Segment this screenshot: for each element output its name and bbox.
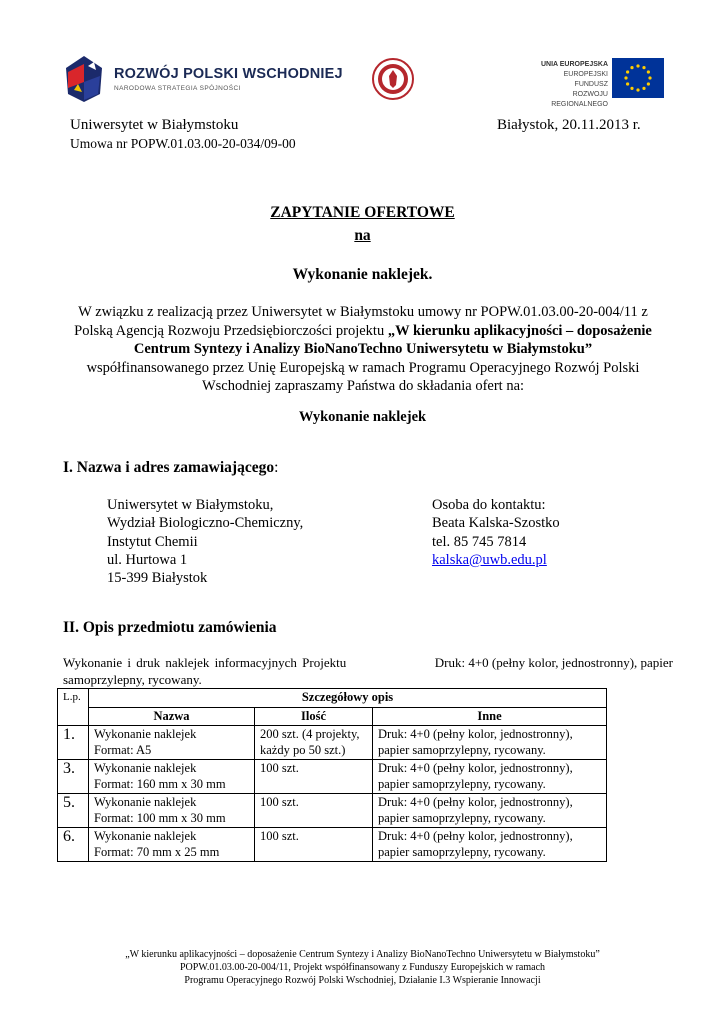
intro-line-2-text: Polską Agencją Rozwoju Przedsiębiorczości projektu (74, 322, 388, 339)
rpw-logo-name: ROZWÓJ POLSKI WSCHODNIEJ (114, 66, 343, 82)
description-line-1 (63, 654, 673, 671)
address-line: Instytut Chemii (107, 533, 198, 550)
document-title: ZAPYTANIE OFERTOWE (270, 204, 455, 221)
footer-line-2: POPW.01.03.00-20-004/11, Projekt współfinansowany z Funduszy Europejskich w ramach (179, 962, 546, 973)
row-number: 1. (58, 726, 89, 760)
row-qty-line: 200 szt. (4 projekty, (260, 727, 360, 741)
table-row (58, 760, 607, 794)
row-other-line: Druk: 4+0 (pełny kolor, jednostronny), (378, 727, 573, 741)
document-title-na: na (354, 227, 371, 244)
row-other-line: Druk: 4+0 (pełny kolor, jednostronny), (378, 761, 573, 775)
row-format: Format: 160 mm x 30 mm (94, 776, 226, 791)
eu-star-icon (636, 88, 639, 91)
row-other-line: papier samoprzylepny, rycowany. (378, 742, 546, 757)
table-header-row (58, 689, 607, 708)
footer-line-3: Programu Operacyjnego Rozwój Polski Wschodniej, Działanie I.3 Wspieranie Innowacji (184, 975, 541, 986)
project-name-part1: „W kierunku aplikacyjności – doposażenie (387, 322, 652, 339)
description-line-2: samoprzylepny, rycowany. (63, 672, 202, 687)
contact-phone: tel. 85 745 7814 (432, 533, 527, 550)
row-other-line: papier samoprzylepny, rycowany. (378, 810, 546, 825)
row-name (89, 828, 255, 862)
rpw-emblem-icon (64, 54, 104, 104)
row-name-line: Wykonanie naklejek (94, 829, 197, 843)
row-number: 6. (58, 828, 89, 862)
eu-erdf-logo (536, 58, 666, 108)
contract-number: Umowa nr POPW.01.03.00-20-034/09-00 (70, 136, 296, 151)
section-2-heading: II. Opis przedmiotu zamówienia (63, 619, 277, 636)
contact-name: Beata Kalska-Szostko (432, 515, 560, 532)
order-details-table (57, 688, 607, 862)
table-subheader-row (58, 707, 607, 726)
row-qty (255, 828, 373, 862)
place-date: Białystok, 20.11.2013 r. (497, 117, 641, 133)
description-part-a: Wykonanie i druk naklejek informacyjnych Projektu (63, 655, 347, 670)
row-other (373, 760, 607, 794)
eu-star-icon (647, 70, 650, 73)
row-qty-line: 100 szt. (260, 795, 299, 809)
table-row (58, 726, 607, 760)
details-group-header: Szczegółowy opis (89, 689, 607, 708)
rpw-logo-tagline: NARODOWA STRATEGIA SPÓJNOŚCI (114, 85, 241, 92)
project-name-part2: Centrum Syntezy i Analizy BioNanoTechno Uniwersytetu w Białymstoku” (133, 341, 593, 357)
row-format: Format: 70 mm x 25 mm (94, 844, 220, 859)
row-number: 5. (58, 794, 89, 828)
intro-line-2 (58, 322, 668, 341)
col-qty-header: Ilość (255, 707, 373, 726)
row-other-line: Druk: 4+0 (pełny kolor, jednostronny), (378, 829, 573, 843)
rozwoj-polski-wschodniej-logo (64, 54, 343, 110)
row-other (373, 794, 607, 828)
eu-logo-line3: ROZWOJU REGIONALNEGO (551, 91, 608, 108)
contact-block (432, 496, 560, 569)
eu-star-icon (636, 64, 639, 67)
col-other-header: Inne (373, 707, 607, 726)
row-qty-line: każdy po 50 szt.) (260, 742, 346, 757)
row-name (89, 794, 255, 828)
row-qty (255, 760, 373, 794)
address-line: 15-399 Białystok (107, 570, 208, 587)
address-line: ul. Hurtowa 1 (107, 551, 188, 568)
eu-star-icon (642, 66, 645, 69)
section-1-heading (63, 459, 278, 477)
eu-star-icon (626, 70, 629, 73)
row-other-line: Druk: 4+0 (pełny kolor, jednostronny), (378, 795, 573, 809)
col-name-header: Nazwa (89, 707, 255, 726)
page-footer (40, 948, 685, 987)
contact-email-link[interactable]: kalska@uwb.edu.pl (432, 551, 547, 568)
row-format: Format: A5 (94, 742, 152, 757)
row-name (89, 726, 255, 760)
row-format: Format: 100 mm x 30 mm (94, 810, 226, 825)
section-1-heading-text: I. Nazwa i adres zamawiającego (63, 459, 275, 476)
eu-star-icon (630, 87, 633, 90)
order-description (63, 654, 673, 688)
document-subject: Wykonanie naklejek. (292, 266, 433, 283)
row-other-line: papier samoprzylepny, rycowany. (378, 776, 546, 791)
row-qty (255, 726, 373, 760)
description-part-b: Druk: 4+0 (pełny kolor, jednostronny), papier (434, 655, 673, 670)
intro-line-3 (58, 340, 668, 359)
row-qty (255, 794, 373, 828)
lp-header: L.p. (58, 689, 89, 726)
buyer-address (107, 496, 303, 587)
intro-line-4: współfinansowanego przez Unię Europejską w ramach Programu Operacyjnego Rozwój Polski (86, 359, 640, 376)
intro-line-5: Wschodniej zapraszamy Państwa do składania ofert na: (201, 378, 525, 394)
address-line: Uniwersytet w Białymstoku, (107, 497, 274, 513)
row-number: 3. (58, 760, 89, 794)
row-other (373, 828, 607, 862)
table-row (58, 794, 607, 828)
eu-flag-icon (612, 58, 664, 98)
row-name-line: Wykonanie naklejek (94, 795, 197, 809)
footer-line-1: „W kierunku aplikacyjności – doposażenie Centrum Syntezy i Analizy BioNanoTechno Uniwersytetu w Białymstoku” (125, 949, 600, 960)
row-qty-line: 100 szt. (260, 761, 299, 775)
eu-star-icon (647, 82, 650, 85)
row-name-line: Wykonanie naklejek (94, 761, 197, 775)
contact-label: Osoba do kontaktu: (432, 497, 546, 513)
section-1-colon: : (274, 459, 279, 476)
eu-star-icon (642, 87, 645, 90)
row-other (373, 726, 607, 760)
eu-star-icon (648, 76, 651, 79)
address-line: Wydział Biologiczno-Chemiczny, (107, 515, 304, 532)
eu-star-icon (626, 82, 629, 85)
institution-name: Uniwersytet w Białymstoku (70, 117, 239, 133)
offer-item: Wykonanie naklejek (298, 409, 427, 425)
eu-star-icon (630, 66, 633, 69)
row-qty-line: 100 szt. (260, 829, 299, 843)
row-other-line: papier samoprzylepny, rycowany. (378, 844, 546, 859)
eu-logo-line1: UNIA EUROPEJSKA (540, 61, 608, 68)
row-name (89, 760, 255, 794)
row-name-line: Wykonanie naklejek (94, 727, 197, 741)
intro-line-1: W związku z realizacją przez Uniwersytet w Białymstoku umowy nr POPW.01.03.00-20-004/11 z (78, 304, 648, 320)
university-seal-icon (372, 58, 414, 100)
eu-logo-line2: EUROPEJSKI FUNDUSZ (563, 71, 608, 88)
table-row (58, 828, 607, 862)
intro-paragraph (58, 303, 668, 396)
eu-star-icon (624, 76, 627, 79)
